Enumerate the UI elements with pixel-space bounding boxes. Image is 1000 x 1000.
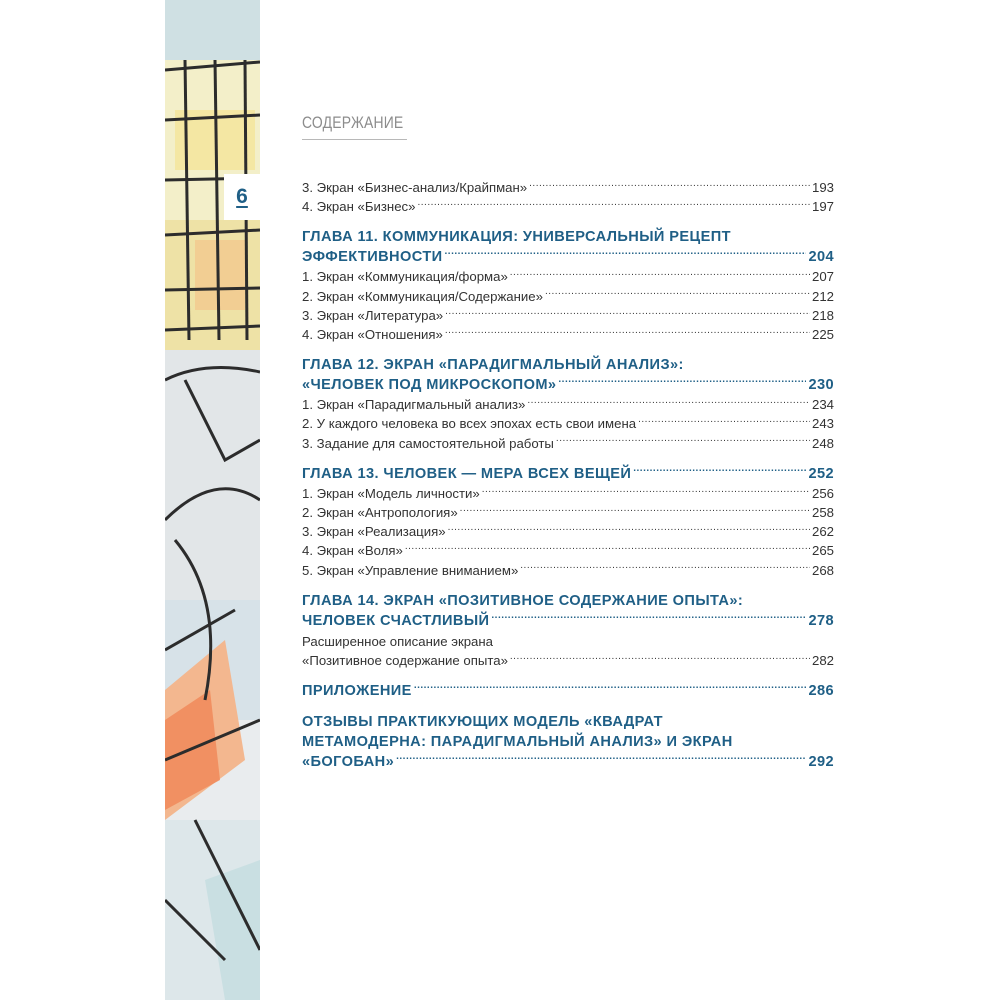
dot-leader (417, 197, 810, 211)
dot-leader (556, 434, 810, 448)
dot-leader (448, 522, 810, 536)
toc-entry[interactable]: Расширенное описание экрана «Позитивное содержание опыта» ..... 282 (302, 633, 834, 670)
toc-entry[interactable]: 4. Экран «Отношения» ..... 225 (302, 325, 834, 344)
chapter-heading[interactable]: ПРИЛОЖЕНИЕ ..... 286 (302, 681, 834, 701)
cover-artwork-strip (165, 0, 260, 1000)
toc-entry[interactable]: 4. Экран «Бизнес» ..... 197 (302, 197, 834, 216)
toc-entry[interactable]: 5. Экран «Управление вниманием» ..... 268 (302, 561, 834, 580)
toc-chapter-11 (302, 227, 834, 344)
toc-entry[interactable]: 4. Экран «Воля» ..... 265 (302, 541, 834, 560)
toc-section-top (302, 178, 834, 216)
toc-entry[interactable]: 3. Экран «Бизнес-анализ/Крайпман» ..... 193 (302, 178, 834, 197)
chapter-heading[interactable]: ГЛАВА 11. КОММУНИКАЦИЯ: УНИВЕРСАЛЬНЫЙ РЕЦЕПТ ЭФФЕКТИВНОСТИ ..... 204 (302, 227, 834, 267)
toc-entry[interactable]: 3. Экран «Литература» ..... 218 (302, 306, 834, 325)
toc-entry[interactable]: 3. Экран «Реализация» ..... 262 (302, 522, 834, 541)
dot-leader (445, 325, 810, 339)
toc-appendix (302, 681, 834, 701)
dot-leader (558, 375, 806, 389)
page-number: 6 (236, 185, 248, 208)
chapter-heading[interactable]: ГЛАВА 13. ЧЕЛОВЕК — МЕРА ВСЕХ ВЕЩЕЙ ..... 252 (302, 464, 834, 484)
toc-entry[interactable]: 1. Экран «Коммуникация/форма» ..... 207 (302, 267, 834, 286)
page-number-box (224, 174, 260, 220)
dot-leader (405, 541, 810, 555)
chapter-heading[interactable]: ГЛАВА 12. ЭКРАН «ПАРАДИГМАЛЬНЫЙ АНАЛИЗ»: «ЧЕЛОВЕК ПОД МИКРОСКОПОМ» ..... 230 (302, 355, 834, 395)
toc-entry[interactable]: 2. Экран «Антропология» ..... 258 (302, 503, 834, 522)
page-title: СОДЕРЖАНИЕ (302, 113, 407, 140)
dot-leader (520, 561, 810, 575)
toc-chapter-12 (302, 355, 834, 453)
dot-leader (445, 247, 807, 261)
toc-entry[interactable]: 3. Задание для самостоятельной работы ..... 248 (302, 434, 834, 453)
toc-entry[interactable]: 1. Экран «Парадигмальный анализ» ..... 234 (302, 395, 834, 414)
toc-reviews (302, 712, 834, 772)
dot-leader (460, 503, 810, 517)
dot-leader (545, 287, 810, 301)
dot-leader (529, 178, 810, 192)
dot-leader (527, 395, 810, 409)
dot-leader (445, 306, 810, 320)
toc-entry[interactable]: 2. У каждого человека во всех эпохах есть свои имена ..... 243 (302, 414, 834, 433)
dot-leader (510, 651, 810, 665)
dot-leader (510, 267, 810, 281)
chapter-heading[interactable]: ГЛАВА 14. ЭКРАН «ПОЗИТИВНОЕ СОДЕРЖАНИЕ ОПЫТА»: ЧЕЛОВЕК СЧАСТЛИВЫЙ ..... 278 (302, 591, 834, 631)
dot-leader (638, 414, 810, 428)
abstract-painting-image (165, 0, 260, 1000)
chapter-heading[interactable]: ОТЗЫВЫ ПРАКТИКУЮЩИХ МОДЕЛЬ «КВАДРАТ МЕТАМОДЕРНА: ПАРАДИГМАЛЬНЫЙ АНАЛИЗ» И ЭКРАН «БОГОБАН» ..... 292 (302, 712, 834, 772)
dot-leader (414, 681, 807, 695)
dot-leader (482, 484, 810, 498)
toc-entry[interactable]: 1. Экран «Модель личности» ..... 256 (302, 484, 834, 503)
dot-leader (396, 752, 806, 766)
table-of-contents (302, 178, 834, 772)
dot-leader (633, 464, 806, 478)
toc-entry[interactable]: 2. Экран «Коммуникация/Содержание» ..... 212 (302, 287, 834, 306)
toc-chapter-13 (302, 464, 834, 580)
toc-chapter-14 (302, 591, 834, 670)
dot-leader (491, 611, 806, 625)
